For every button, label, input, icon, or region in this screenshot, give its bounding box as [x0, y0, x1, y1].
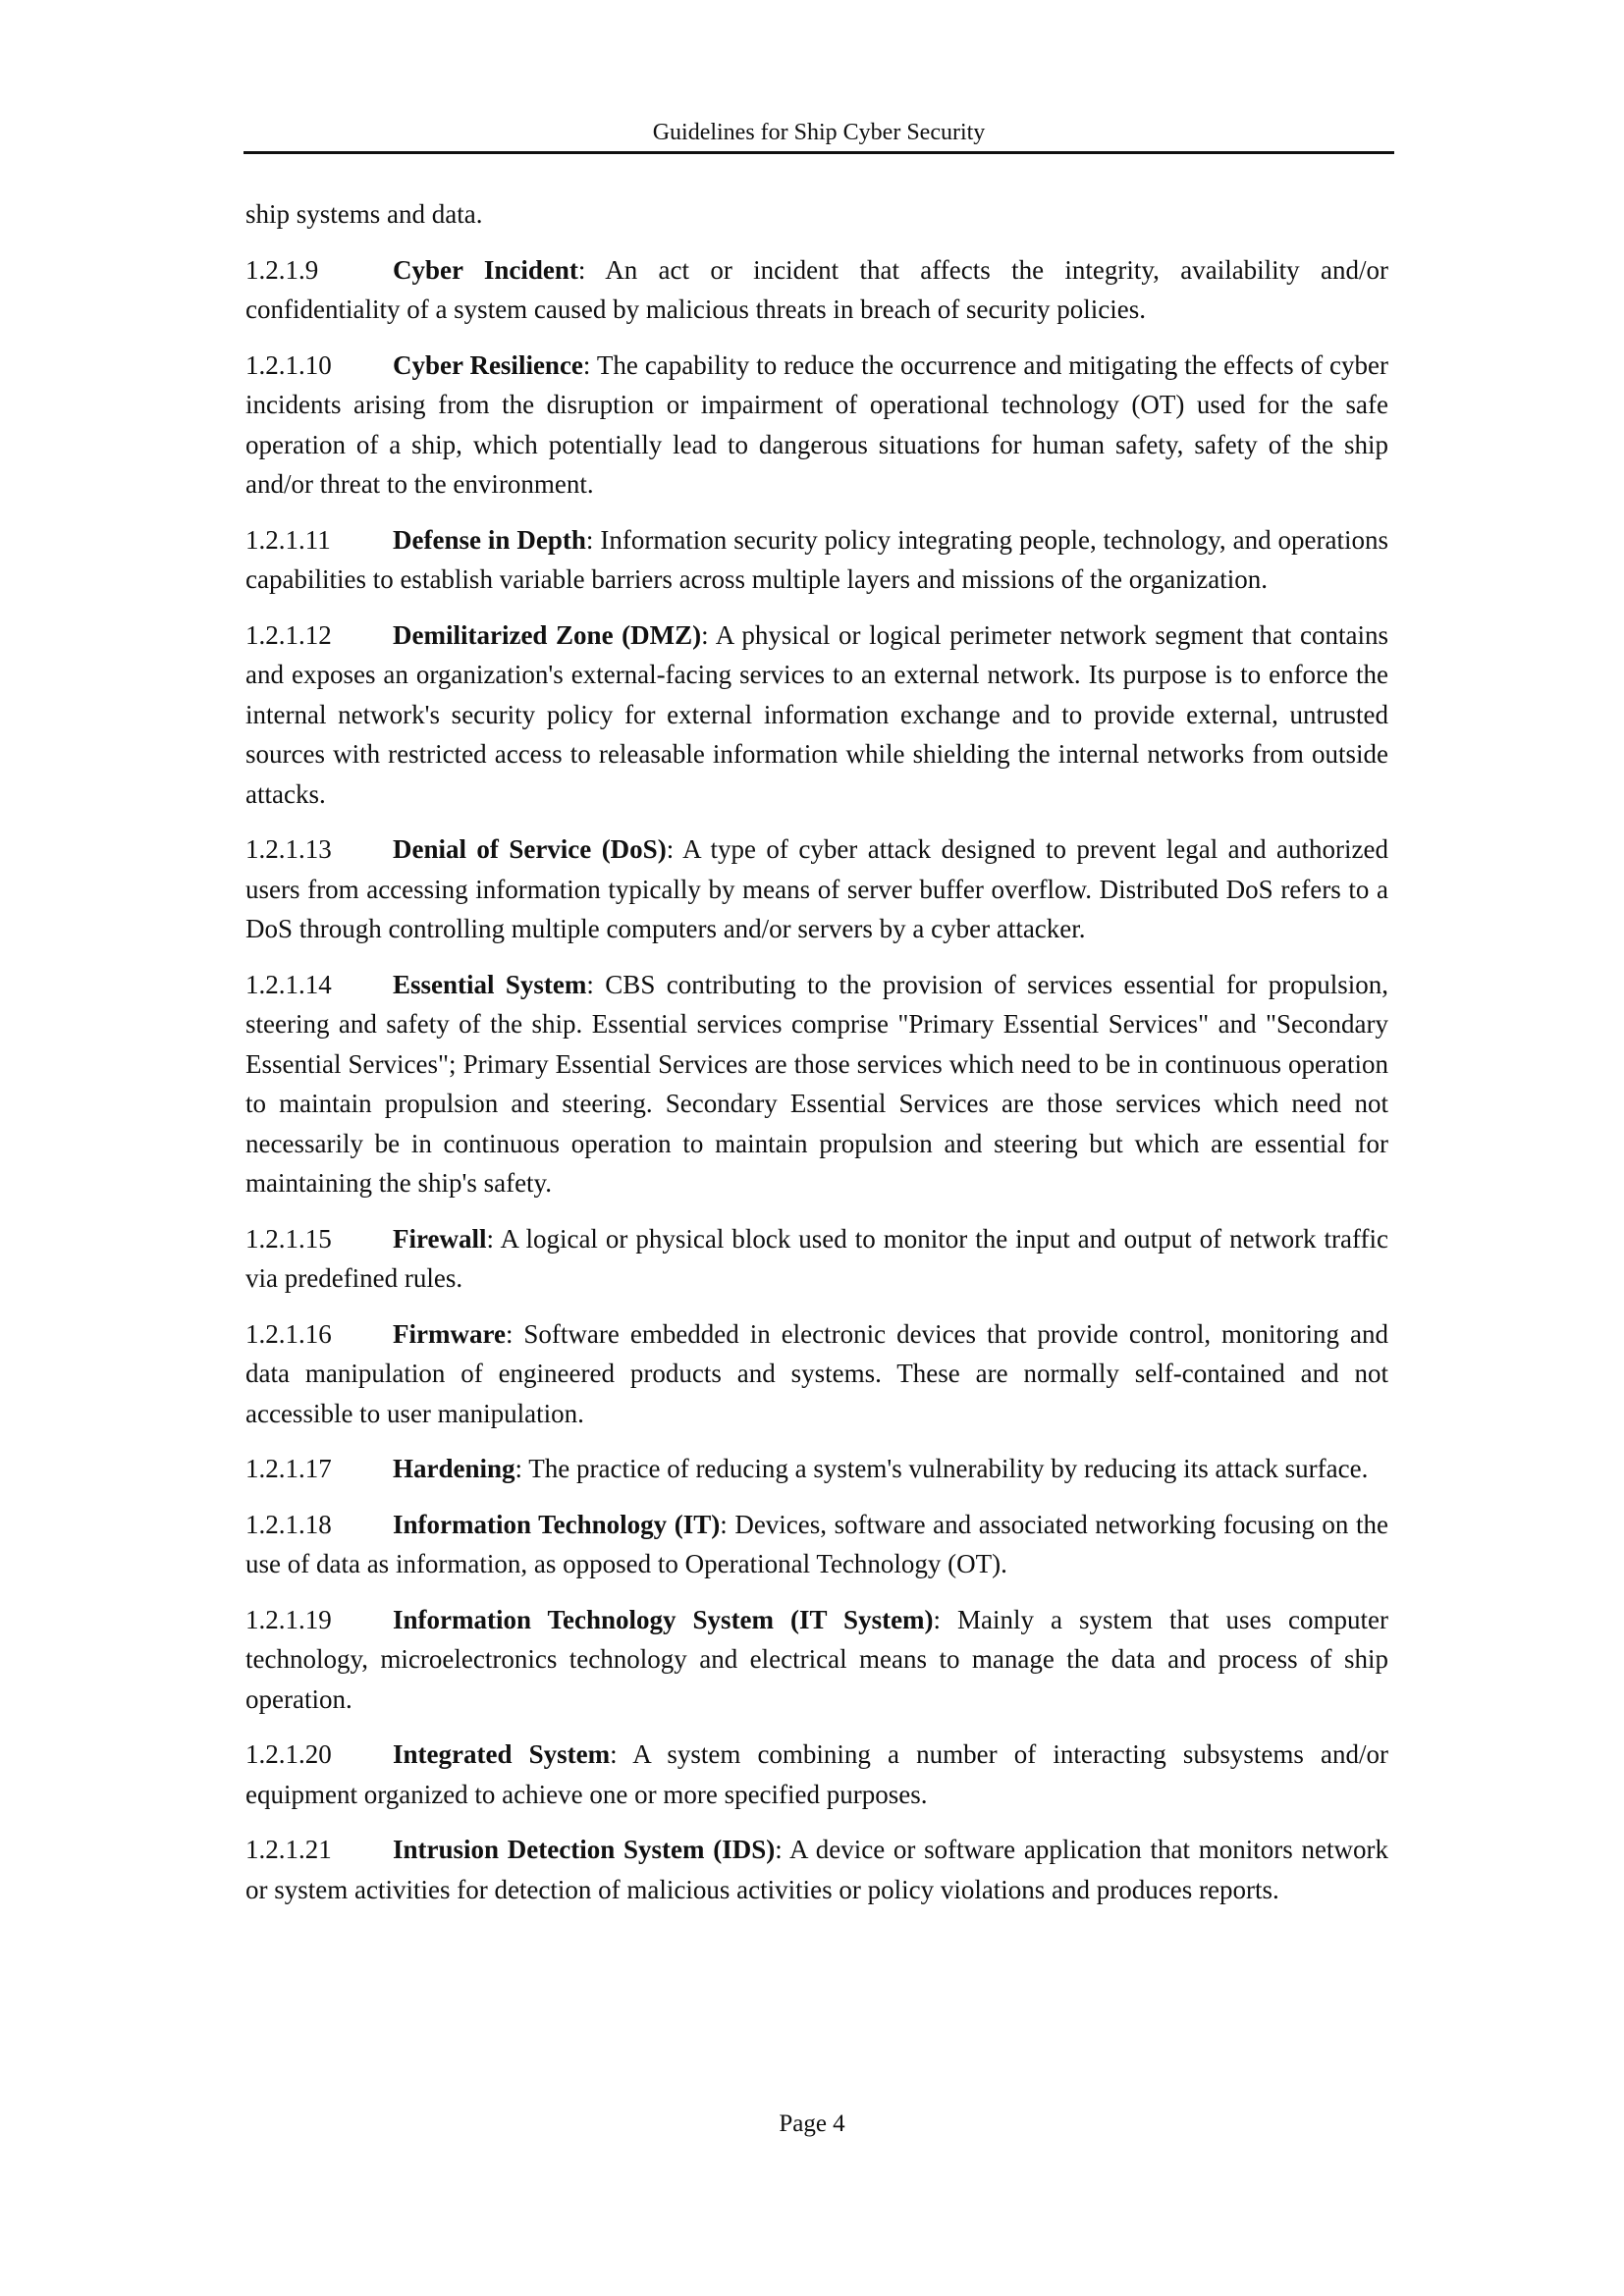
definition-term: Defense in Depth: [393, 524, 586, 555]
definition-text: : An act or incident that affects the integrity, availability and/or confidentiality of a system caused by malicious threats in breach of security policies.: [245, 254, 1388, 324]
definition-paragraph: [245, 1449, 1388, 1489]
definition-number: 1.2.1.19: [245, 1604, 332, 1634]
definition-number: 1.2.1.17: [245, 1454, 332, 1483]
definition-number: 1.2.1.18: [245, 1509, 332, 1539]
intro-paragraph: ship systems and data.: [245, 199, 483, 229]
definition-paragraph: [245, 520, 1388, 600]
definition-text: : Software embedded in electronic devices that provide control, monitoring and data manipulation of engineered products and systems. These are normally self-contained and not accessible to user manipulation.: [245, 1318, 1388, 1428]
document-body: [245, 194, 1388, 1925]
definition-paragraph: [245, 965, 1388, 1203]
definition-number: 1.2.1.21: [245, 1835, 332, 1864]
definition-term: Integrated System: [393, 1739, 611, 1769]
definition-term: Demilitarized Zone (DMZ): [393, 619, 702, 650]
definition-number: 1.2.1.12: [245, 619, 332, 650]
definition-paragraph: [245, 346, 1388, 505]
definition-paragraph: [245, 1600, 1388, 1720]
definition-number: 1.2.1.13: [245, 834, 332, 864]
definition-paragraph: [245, 250, 1388, 330]
definition-paragraph: [245, 1505, 1388, 1584]
definition-text: : A physical or logical perimeter network segment that contains and exposes an organization's external-facing services to an external network. Its purpose is to enforce the internal network's security policy for external information exchange and to provide external, untrusted sources with restricted access to releasable information while shielding the internal networks from outside attacks.: [245, 619, 1388, 809]
definition-term: Information Technology (IT): [393, 1509, 721, 1539]
definition-text: : Mainly a system that uses computer technology, microelectronics technology and electrical means to manage the data and process of ship operation.: [245, 1604, 1388, 1714]
definition-term: Firewall: [393, 1223, 487, 1254]
definition-number: 1.2.1.9: [245, 254, 319, 285]
header-title: Guidelines for Ship Cyber Security: [652, 120, 986, 145]
definition-paragraph: [245, 1219, 1388, 1299]
definition-number: 1.2.1.16: [245, 1318, 332, 1349]
definition-text: : A logical or physical block used to monitor the input and output of network traffic via predefined rules.: [245, 1223, 1388, 1293]
page-header: [244, 116, 1394, 154]
definition-number: 1.2.1.14: [245, 969, 332, 999]
definition-term: Denial of Service (DoS): [393, 834, 667, 864]
definition-term: Firmware: [393, 1318, 506, 1349]
definition-term: Essential System: [393, 969, 587, 999]
definition-text: : The capability to reduce the occurrence and mitigating the effects of cyber incidents arising from the disruption or impairment of operational technology (OT) used for the safe operation of a ship, which potentially lead to dangerous situations for human safety, safety of the ship and/or threat to the environment.: [245, 349, 1388, 499]
definition-paragraph: [245, 615, 1388, 815]
page-footer: [0, 2107, 1624, 2142]
definition-term: Information Technology System (IT System): [393, 1604, 934, 1634]
definition-term: Cyber Resilience: [393, 349, 583, 380]
definition-paragraph: [245, 829, 1388, 949]
definition-number: 1.2.1.11: [245, 524, 331, 555]
definition-paragraph: [245, 1735, 1388, 1814]
definition-term: Intrusion Detection System (IDS): [393, 1835, 776, 1864]
definition-paragraph: [245, 1314, 1388, 1434]
definition-text: : CBS contributing to the provision of services essential for propulsion, steering and safety of the ship. Essential services comprise "Primary Essential Services" and "Secondary Essential Services"; Primary Essential Services are those services which need to be in continuous operation to maintain propulsion and steering. Secondary Essential Services are those services which need not necessarily be in continuous operation to maintain propulsion and steering but which are essential for maintaining the ship's safety.: [245, 969, 1388, 1198]
definition-term: Hardening: [393, 1454, 515, 1483]
definition-number: 1.2.1.20: [245, 1739, 332, 1769]
definition-number: 1.2.1.15: [245, 1223, 332, 1254]
definition-text: : Information security policy integrating people, technology, and operations capabilities to establish variable barriers across multiple layers and missions of the organization.: [245, 524, 1388, 594]
definition-number: 1.2.1.10: [245, 349, 332, 380]
definition-text: : The practice of reducing a system's vulnerability by reducing its attack surface.: [514, 1454, 1369, 1483]
definition-text: : A device or software application that monitors network or system activities for detection of malicious activities or policy violations and produces reports.: [245, 1835, 1388, 1904]
definition-text: : Devices, software and associated networking focusing on the use of data as information, as opposed to Operational Technology (OT).: [245, 1509, 1388, 1578]
definition-paragraph: [245, 1830, 1388, 1909]
page-number: Page 4: [779, 2110, 845, 2137]
definition-text: : A system combining a number of interacting subsystems and/or equipment organized to achieve one or more specified purposes.: [245, 1739, 1388, 1809]
definition-text: : A type of cyber attack designed to prevent legal and authorized users from accessing information typically by means of server buffer overflow. Distributed DoS refers to a DoS through controlling multiple computers and/or servers by a cyber attacker.: [245, 834, 1388, 943]
definition-term: Cyber Incident: [393, 254, 578, 285]
